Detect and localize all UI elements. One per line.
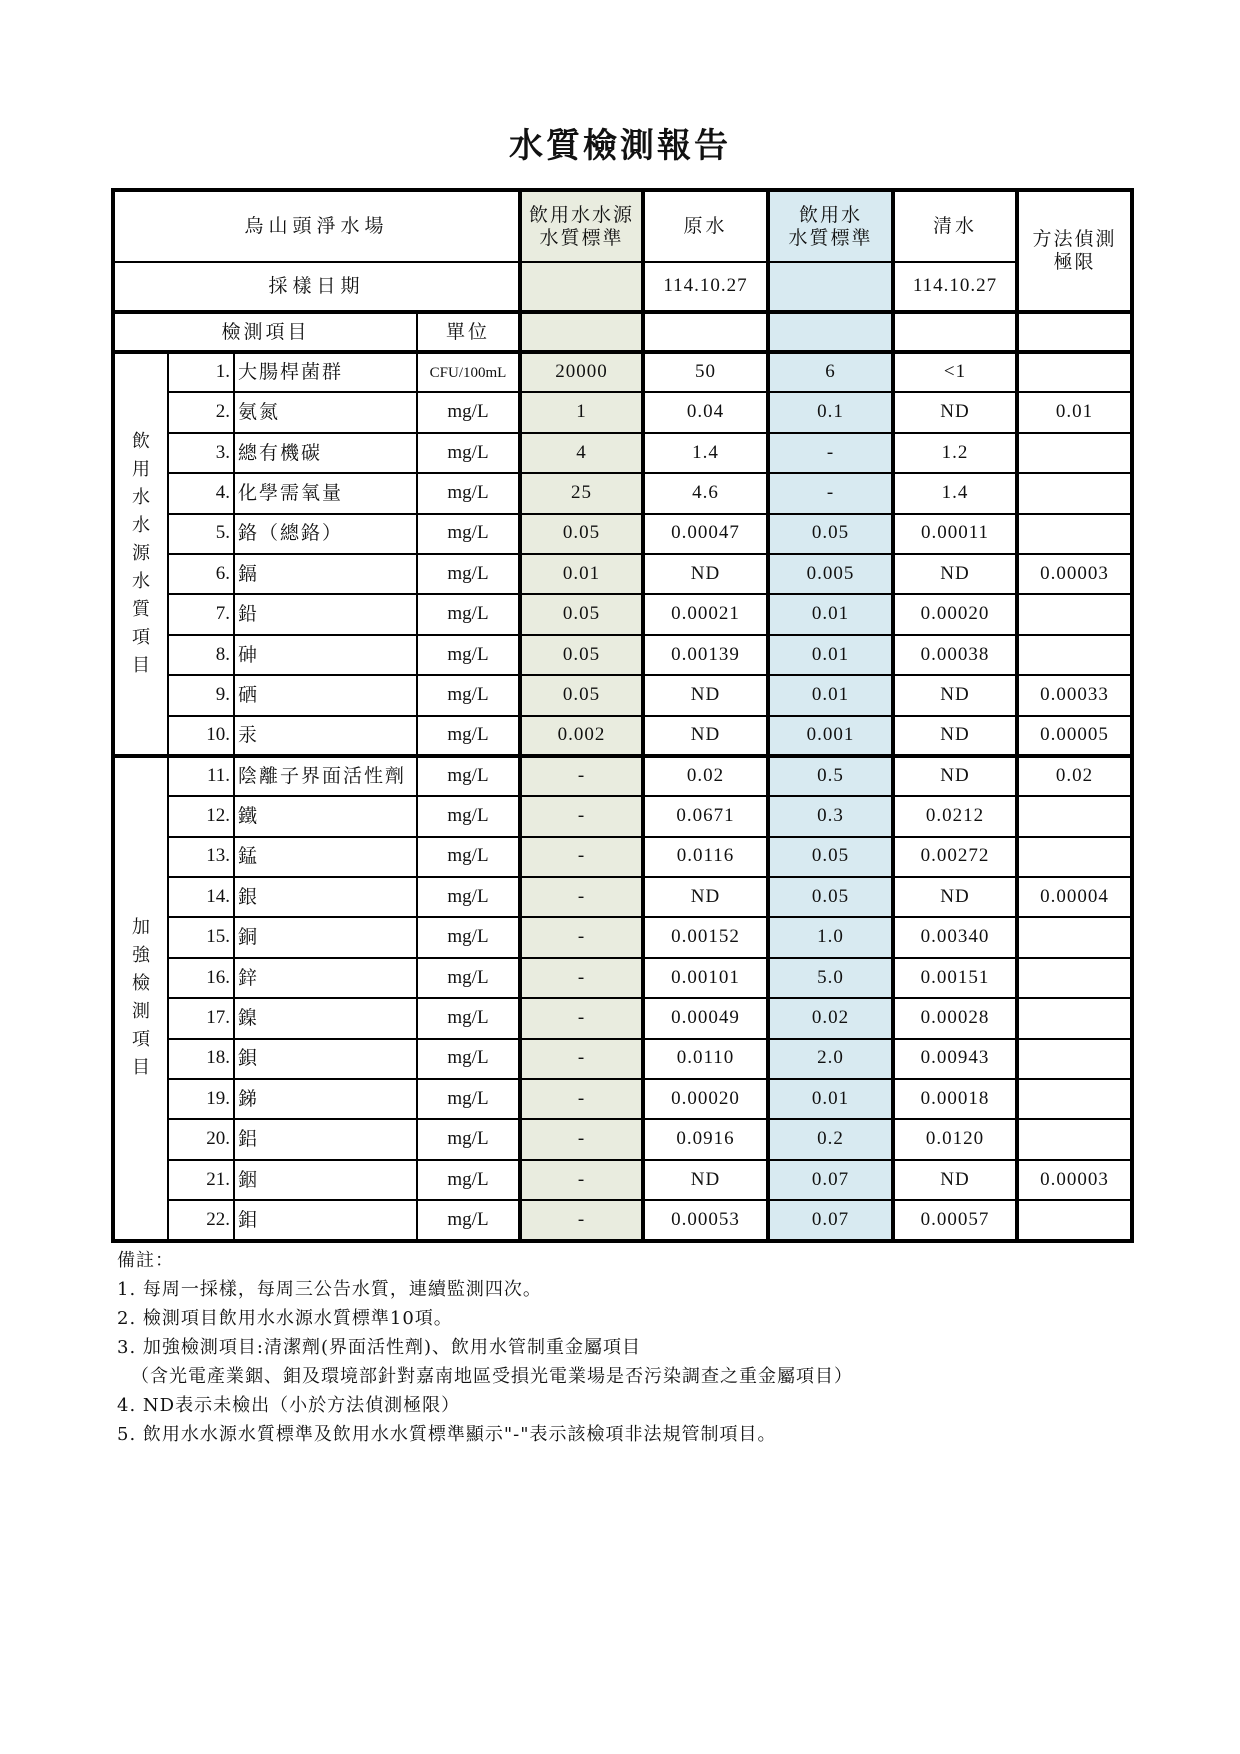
mdl-value xyxy=(1017,352,1132,392)
item-unit: mg/L xyxy=(417,675,520,715)
source-std-value: 0.002 xyxy=(520,716,643,756)
drink-std-value: 0.01 xyxy=(768,1079,893,1119)
item-unit: CFU/100mL xyxy=(417,352,520,392)
mdl-value: 0.00033 xyxy=(1017,675,1132,715)
table-row xyxy=(113,837,1132,877)
unit-column-header: 單位 xyxy=(417,312,520,352)
notes-heading: 備註： xyxy=(117,1250,174,1271)
item-number: 15. xyxy=(168,917,234,957)
notes-section xyxy=(117,1246,853,1449)
mdl-value xyxy=(1017,514,1132,554)
table-row xyxy=(113,514,1132,554)
mdl-value xyxy=(1017,837,1132,877)
source-std-value: 20000 xyxy=(520,352,643,392)
item-unit: mg/L xyxy=(417,998,520,1038)
item-unit: mg/L xyxy=(417,1079,520,1119)
item-unit: mg/L xyxy=(417,554,520,594)
raw-water-value: 0.0916 xyxy=(643,1119,768,1159)
treated-water-value: 0.00057 xyxy=(893,1200,1017,1240)
table-row xyxy=(113,473,1132,513)
treated-water-value: 0.00340 xyxy=(893,917,1017,957)
item-unit: mg/L xyxy=(417,594,520,634)
mdl-value: 0.01 xyxy=(1017,392,1132,432)
col-header-source-std-line2: 水質標準 xyxy=(539,226,624,249)
item-number: 3. xyxy=(168,433,234,473)
raw-water-value: 0.00020 xyxy=(643,1079,768,1119)
mdl-value: 0.00004 xyxy=(1017,877,1132,917)
item-number: 9. xyxy=(168,675,234,715)
item-unit: mg/L xyxy=(417,716,520,756)
mdl-value: 0.00003 xyxy=(1017,1160,1132,1200)
raw-water-value: 0.0110 xyxy=(643,1039,768,1079)
drink-std-blank xyxy=(768,312,893,352)
group-label-char: 用 xyxy=(132,458,150,480)
table-row xyxy=(113,958,1132,998)
table-row xyxy=(113,877,1132,917)
raw-water-value: 0.00139 xyxy=(643,635,768,675)
group-label-char: 源 xyxy=(132,542,150,564)
item-number: 7. xyxy=(168,594,234,634)
source-std-value: - xyxy=(520,756,643,796)
item-unit: mg/L xyxy=(417,635,520,675)
treated-blank xyxy=(893,312,1017,352)
mdl-value: 0.02 xyxy=(1017,756,1132,796)
item-unit: mg/L xyxy=(417,514,520,554)
col-header-treated: 清水 xyxy=(893,190,1017,262)
table-row xyxy=(113,1200,1132,1240)
source-std-value: 4 xyxy=(520,433,643,473)
mdl-value xyxy=(1017,433,1132,473)
group-label-char: 質 xyxy=(132,598,150,620)
source-std-value: - xyxy=(520,877,643,917)
note-item: 1. 每周一採樣，每周三公告水質，連續監測四次。 xyxy=(117,1279,542,1300)
item-name: 銦 xyxy=(234,1160,417,1200)
table-row xyxy=(113,998,1132,1038)
item-number: 12. xyxy=(168,796,234,836)
drink-std-value: 0.07 xyxy=(768,1160,893,1200)
source-std-value: 25 xyxy=(520,473,643,513)
raw-water-value: 0.0116 xyxy=(643,837,768,877)
raw-water-value: 0.00101 xyxy=(643,958,768,998)
item-name: 大腸桿菌群 xyxy=(234,352,417,392)
source-std-value: 0.05 xyxy=(520,594,643,634)
item-unit: mg/L xyxy=(417,392,520,432)
item-name: 鋁 xyxy=(234,1119,417,1159)
table-row xyxy=(113,1039,1132,1079)
mdl-blank xyxy=(1017,312,1132,352)
treated-water-value: 0.0120 xyxy=(893,1119,1017,1159)
note-item: 5. 飲用水水源水質標準及飲用水水質標準顯示"-"表示該檢項非法規管制項目。 xyxy=(117,1424,777,1445)
mdl-value xyxy=(1017,998,1132,1038)
drink-std-value: 0.01 xyxy=(768,594,893,634)
treated-water-value: ND xyxy=(893,756,1017,796)
mdl-value xyxy=(1017,594,1132,634)
treated-water-value: 0.00028 xyxy=(893,998,1017,1038)
mdl-value xyxy=(1017,1119,1132,1159)
item-unit: mg/L xyxy=(417,1119,520,1159)
source-std-value: 1 xyxy=(520,392,643,432)
item-number: 10. xyxy=(168,716,234,756)
source-std-value: - xyxy=(520,1160,643,1200)
item-unit: mg/L xyxy=(417,917,520,957)
raw-water-value: 1.4 xyxy=(643,433,768,473)
raw-water-value: 0.00152 xyxy=(643,917,768,957)
treated-water-value: 0.00272 xyxy=(893,837,1017,877)
treated-water-value: 0.0212 xyxy=(893,796,1017,836)
group-label-char: 水 xyxy=(132,486,150,508)
sampling-date-label: 採樣日期 xyxy=(113,262,520,312)
source-std-value: - xyxy=(520,1039,643,1079)
item-unit: mg/L xyxy=(417,473,520,513)
group-label-char: 水 xyxy=(132,514,150,536)
treated-water-value: ND xyxy=(893,1160,1017,1200)
treated-water-value: 0.00038 xyxy=(893,635,1017,675)
item-name: 總有機碳 xyxy=(234,433,417,473)
group-label-enhanced-items xyxy=(113,756,168,1241)
drink-std-value: 0.005 xyxy=(768,554,893,594)
mdl-value xyxy=(1017,1039,1132,1079)
drink-std-value: 0.05 xyxy=(768,514,893,554)
item-number: 20. xyxy=(168,1119,234,1159)
mdl-value: 0.00005 xyxy=(1017,716,1132,756)
table-row xyxy=(113,392,1132,432)
item-number: 22. xyxy=(168,1200,234,1240)
table-row xyxy=(113,433,1132,473)
treated-water-value: ND xyxy=(893,877,1017,917)
drink-std-value: 0.5 xyxy=(768,756,893,796)
item-number: 2. xyxy=(168,392,234,432)
table-row xyxy=(113,635,1132,675)
note-item: （含光電產業銦、鉬及環境部針對嘉南地區受損光電業場是否污染調查之重金屬項目） xyxy=(131,1366,853,1387)
source-std-date-cell xyxy=(520,262,643,312)
drink-std-value: 0.05 xyxy=(768,877,893,917)
group-label-char: 目 xyxy=(132,654,150,676)
treated-water-value: 0.00151 xyxy=(893,958,1017,998)
drink-std-value: 1.0 xyxy=(768,917,893,957)
drink-std-value: 5.0 xyxy=(768,958,893,998)
col-header-mdl-line2: 極限 xyxy=(1053,251,1096,273)
raw-water-value: ND xyxy=(643,1160,768,1200)
drink-std-value: 0.3 xyxy=(768,796,893,836)
item-number: 17. xyxy=(168,998,234,1038)
source-std-value: 0.05 xyxy=(520,514,643,554)
raw-water-value: ND xyxy=(643,877,768,917)
item-name: 砷 xyxy=(234,635,417,675)
table-row xyxy=(113,1079,1132,1119)
item-unit: mg/L xyxy=(417,877,520,917)
treated-water-value: 0.00018 xyxy=(893,1079,1017,1119)
treated-water-value: ND xyxy=(893,392,1017,432)
col-header-source-std-line1: 飲用水水源 xyxy=(528,203,634,226)
mdl-value xyxy=(1017,796,1132,836)
raw-water-value: 50 xyxy=(643,352,768,392)
mdl-value xyxy=(1017,635,1132,675)
treated-water-value: 0.00943 xyxy=(893,1039,1017,1079)
table-row xyxy=(113,796,1132,836)
item-name: 銀 xyxy=(234,877,417,917)
item-number: 19. xyxy=(168,1079,234,1119)
raw-water-value: ND xyxy=(643,716,768,756)
treated-water-value: ND xyxy=(893,716,1017,756)
raw-date: 114.10.27 xyxy=(643,262,768,312)
treated-water-value: <1 xyxy=(893,352,1017,392)
drink-std-value: 2.0 xyxy=(768,1039,893,1079)
treated-water-value: 1.2 xyxy=(893,433,1017,473)
item-name: 化學需氧量 xyxy=(234,473,417,513)
mdl-value: 0.00003 xyxy=(1017,554,1132,594)
item-number: 13. xyxy=(168,837,234,877)
note-item: 2. 檢測項目飲用水水源水質標準10項。 xyxy=(117,1308,453,1329)
item-name: 硒 xyxy=(234,675,417,715)
drink-std-value: 0.001 xyxy=(768,716,893,756)
drink-std-value: 0.01 xyxy=(768,635,893,675)
source-std-value: - xyxy=(520,1119,643,1159)
mdl-value xyxy=(1017,1200,1132,1240)
plant-name: 烏山頭淨水場 xyxy=(113,190,520,262)
group-label-char: 目 xyxy=(132,1057,150,1079)
item-name: 鐵 xyxy=(234,796,417,836)
group-label-char: 強 xyxy=(132,945,150,967)
item-unit: mg/L xyxy=(417,1160,520,1200)
item-number: 21. xyxy=(168,1160,234,1200)
source-std-value: - xyxy=(520,1079,643,1119)
group-label-source-items xyxy=(113,352,168,756)
col-header-source-std xyxy=(520,190,643,262)
treated-date: 114.10.27 xyxy=(893,262,1017,312)
item-number: 1. xyxy=(168,352,234,392)
table-row xyxy=(113,917,1132,957)
item-name: 鉛 xyxy=(234,594,417,634)
item-unit: mg/L xyxy=(417,1200,520,1240)
drink-std-value: - xyxy=(768,433,893,473)
item-number: 8. xyxy=(168,635,234,675)
group-label-char: 檢 xyxy=(132,973,150,995)
item-number: 5. xyxy=(168,514,234,554)
note-item: 4. ND表示未檢出（小於方法偵測極限） xyxy=(117,1395,461,1416)
group-label-char: 測 xyxy=(132,1001,150,1023)
source-std-value: 0.05 xyxy=(520,635,643,675)
table-row xyxy=(113,756,1132,796)
item-name: 氨氮 xyxy=(234,392,417,432)
group-label-char: 項 xyxy=(132,1029,150,1051)
drink-std-date-cell xyxy=(768,262,893,312)
group-label-char: 水 xyxy=(132,570,150,592)
item-name: 鎳 xyxy=(234,998,417,1038)
table-row xyxy=(113,1160,1132,1200)
raw-water-value: 0.0671 xyxy=(643,796,768,836)
item-unit: mg/L xyxy=(417,796,520,836)
table-row xyxy=(113,716,1132,756)
drink-std-value: 0.07 xyxy=(768,1200,893,1240)
drink-std-value: 0.01 xyxy=(768,675,893,715)
item-number: 16. xyxy=(168,958,234,998)
note-item: 3. 加強檢測項目:清潔劑(界面活性劑)、飲用水管制重金屬項目 xyxy=(117,1337,642,1358)
item-number: 11. xyxy=(168,756,234,796)
source-std-value: 0.01 xyxy=(520,554,643,594)
report-title: 水質檢測報告 xyxy=(509,126,731,166)
item-name: 銅 xyxy=(234,917,417,957)
item-number: 4. xyxy=(168,473,234,513)
water-quality-table xyxy=(111,188,1134,1243)
table-row xyxy=(113,1119,1132,1159)
source-std-value: - xyxy=(520,917,643,957)
raw-water-value: 0.00053 xyxy=(643,1200,768,1240)
treated-water-value: 0.00011 xyxy=(893,514,1017,554)
treated-water-value: ND xyxy=(893,675,1017,715)
item-number: 14. xyxy=(168,877,234,917)
item-unit: mg/L xyxy=(417,433,520,473)
table-row xyxy=(113,352,1132,392)
table-row xyxy=(113,554,1132,594)
raw-blank xyxy=(643,312,768,352)
item-unit: mg/L xyxy=(417,1039,520,1079)
raw-water-value: 0.00021 xyxy=(643,594,768,634)
drink-std-value: 6 xyxy=(768,352,893,392)
raw-water-value: 4.6 xyxy=(643,473,768,513)
raw-water-value: 0.02 xyxy=(643,756,768,796)
treated-water-value: 1.4 xyxy=(893,473,1017,513)
item-name: 鉬 xyxy=(234,1200,417,1240)
drink-std-value: 0.05 xyxy=(768,837,893,877)
item-name: 汞 xyxy=(234,716,417,756)
item-unit: mg/L xyxy=(417,958,520,998)
raw-water-value: 0.04 xyxy=(643,392,768,432)
source-std-value: - xyxy=(520,796,643,836)
raw-water-value: ND xyxy=(643,554,768,594)
source-std-value: - xyxy=(520,998,643,1038)
item-name: 陰離子界面活性劑 xyxy=(234,756,417,796)
source-std-value: 0.05 xyxy=(520,675,643,715)
item-name: 鎘 xyxy=(234,554,417,594)
item-name: 鉻（總鉻） xyxy=(234,514,417,554)
raw-water-value: ND xyxy=(643,675,768,715)
item-name: 鋇 xyxy=(234,1039,417,1079)
treated-water-value: ND xyxy=(893,554,1017,594)
drink-std-value: 0.02 xyxy=(768,998,893,1038)
col-header-mdl xyxy=(1017,190,1132,312)
mdl-value xyxy=(1017,958,1132,998)
mdl-value xyxy=(1017,917,1132,957)
drink-std-value: 0.1 xyxy=(768,392,893,432)
group-label-char: 加 xyxy=(132,917,150,939)
col-header-raw: 原水 xyxy=(643,190,768,262)
mdl-value xyxy=(1017,473,1132,513)
raw-water-value: 0.00047 xyxy=(643,514,768,554)
item-name: 鋅 xyxy=(234,958,417,998)
group-label-char: 飲 xyxy=(132,430,150,452)
source-std-value: - xyxy=(520,1200,643,1240)
col-header-drink-std xyxy=(768,190,893,262)
item-number: 6. xyxy=(168,554,234,594)
table-row xyxy=(113,675,1132,715)
raw-water-value: 0.00049 xyxy=(643,998,768,1038)
source-std-value: - xyxy=(520,837,643,877)
table-row xyxy=(113,594,1132,634)
item-unit: mg/L xyxy=(417,837,520,877)
drink-std-value: 0.2 xyxy=(768,1119,893,1159)
col-header-drink-std-line1: 飲用水 xyxy=(798,203,862,226)
item-name: 銻 xyxy=(234,1079,417,1119)
group-label-char: 項 xyxy=(132,626,150,648)
col-header-drink-std-line2: 水質標準 xyxy=(788,226,873,249)
source-std-blank xyxy=(520,312,643,352)
treated-water-value: 0.00020 xyxy=(893,594,1017,634)
item-number: 18. xyxy=(168,1039,234,1079)
mdl-value xyxy=(1017,1079,1132,1119)
source-std-value: - xyxy=(520,958,643,998)
item-column-header: 檢測項目 xyxy=(113,312,417,352)
item-name: 錳 xyxy=(234,837,417,877)
col-header-mdl-line1: 方法偵測 xyxy=(1032,228,1117,251)
item-unit: mg/L xyxy=(417,756,520,796)
drink-std-value: - xyxy=(768,473,893,513)
